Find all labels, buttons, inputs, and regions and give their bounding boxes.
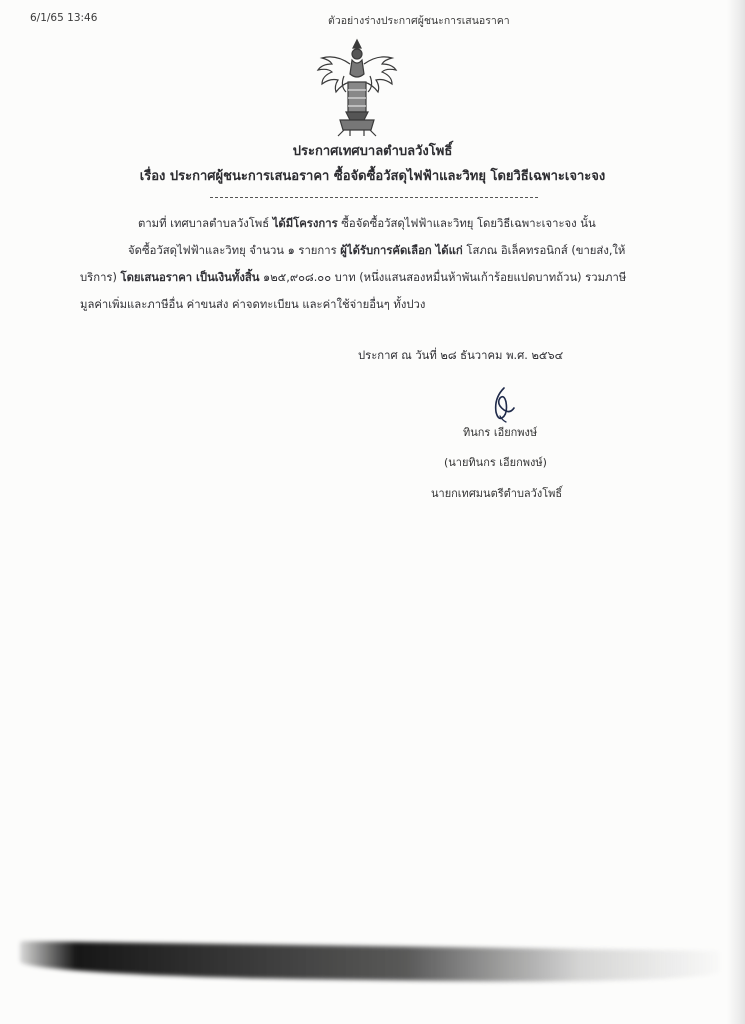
signer-full-name: (นายทินกร เอียกพงษ์) bbox=[444, 456, 547, 469]
handwritten-signature bbox=[488, 386, 518, 424]
print-timestamp: 6/1/65 13:46 bbox=[30, 12, 98, 24]
garuda-emblem-icon bbox=[314, 36, 400, 138]
announcement-subject-title: เรื่อง ประกาศผู้ชนะการเสนอราคา ซื้อจัดซื้อวัสดุไฟฟ้าและวิทยุ โดยวิธีเฉพาะเจาะจง bbox=[139, 169, 606, 184]
signer-name: ทินกร เอียกพงษ์ bbox=[463, 426, 538, 439]
dashed-divider bbox=[210, 197, 538, 198]
scan-shadow-artifact bbox=[20, 941, 720, 985]
body-paragraph-line: บริการ) โดยเสนอราคา เป็นเงินทั้งสิ้น ๑๒๕,๙๐๘.๐๐ บาท (หนึ่งแสนสองหมื่นห้าพันเก้าร้อยแปดบาทถ้วน) รวมภาษี bbox=[80, 271, 627, 284]
print-header-title: ตัวอย่างร่างประกาศผู้ชนะการเสนอราคา bbox=[328, 15, 510, 27]
body-paragraph-line: มูลค่าเพิ่มและภาษีอื่น ค่าขนส่ง ค่าจดทะเบียน และค่าใช้จ่ายอื่นๆ ทั้งปวง bbox=[80, 298, 426, 311]
announcement-date: ประกาศ ณ วันที่ ๒๘ ธันวาคม พ.ศ. ๒๕๖๔ bbox=[358, 349, 564, 362]
body-paragraph-line: ตามที่ เทศบาลตำบลวังโพธ์ ได้มีโครงการ ซื้อจัดซื้อวัสดุไฟฟ้าและวิทยุ โดยวิธีเฉพาะเจาะจง นั้น bbox=[138, 217, 596, 230]
body-paragraph-line: จัดซื้อวัสดุไฟฟ้าและวิทยุ จำนวน ๑ รายการ ผู้ได้รับการคัดเลือก ได้แก่ โสภณ อิเล็คทรอนิกส์ (ขายส่ง,ให้ bbox=[128, 244, 626, 257]
signer-position: นายกเทศมนตรีตำบลวังโพธิ์ bbox=[431, 487, 563, 500]
announcement-organization-title: ประกาศเทศบาลตำบลวังโพธิ์ bbox=[292, 144, 453, 159]
